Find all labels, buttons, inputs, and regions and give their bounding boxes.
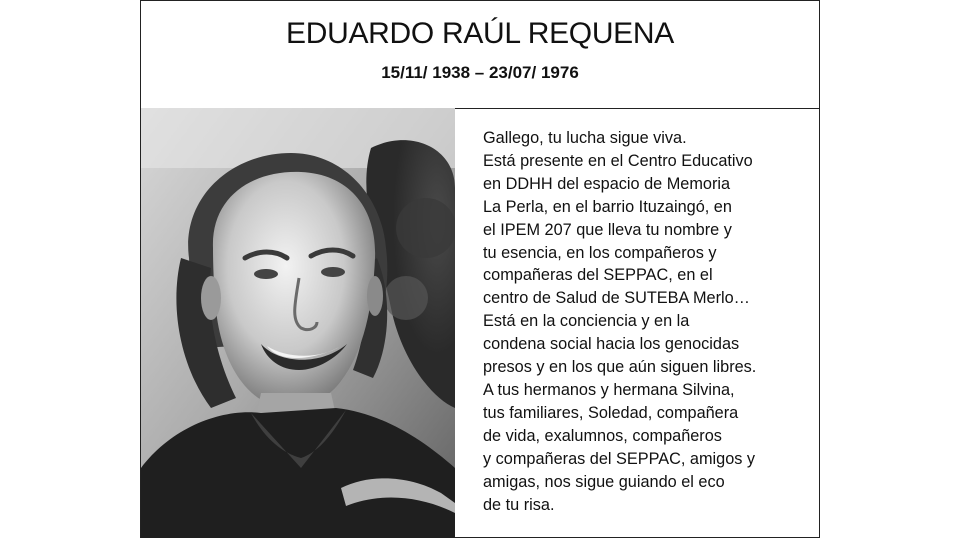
- memorial-header: [141, 1, 819, 109]
- tribute-line: de vida, exalumnos, compañeros: [483, 426, 722, 445]
- tribute-line: centro de Salud de SUTEBA Merlo…: [483, 289, 750, 308]
- tribute-line: amigas, nos sigue guiando el eco: [483, 472, 725, 491]
- person-name: EDUARDO RAÚL REQUENA: [286, 17, 674, 50]
- tribute-line: el IPEM 207 que lleva tu nombre y: [483, 220, 732, 239]
- tribute-line: Gallego, tu lucha sigue viva.: [483, 129, 687, 147]
- tribute-text: [483, 127, 813, 516]
- tribute-line: en DDHH del espacio de Memoria: [483, 174, 731, 193]
- memorial-card: [140, 0, 820, 538]
- portrait-image: [141, 108, 455, 538]
- tribute-line: La Perla, en el barrio Ituzaingó, en: [483, 197, 732, 216]
- tribute-line: tu esencia, en los compañeros y: [483, 243, 717, 262]
- tribute-line: de tu risa.: [483, 495, 555, 514]
- tribute-line: condena social hacia los genocidas: [483, 335, 740, 354]
- tribute-line: A tus hermanos y hermana Silvina,: [483, 380, 735, 399]
- tribute-line: presos y en los que aún siguen libres.: [483, 358, 757, 377]
- life-dates: 15/11/ 1938 – 23/07/ 1976: [381, 63, 579, 82]
- tribute-line: compañeras del SEPPAC, en el: [483, 266, 713, 285]
- tribute-line: Está presente en el Centro Educativo: [483, 151, 753, 170]
- portrait-photo: [141, 108, 455, 538]
- tribute-line: Está en la conciencia y en la: [483, 312, 690, 331]
- tribute-line: tus familiares, Soledad, compañera: [483, 403, 739, 422]
- tribute-line: y compañeras del SEPPAC, amigos y: [483, 449, 756, 468]
